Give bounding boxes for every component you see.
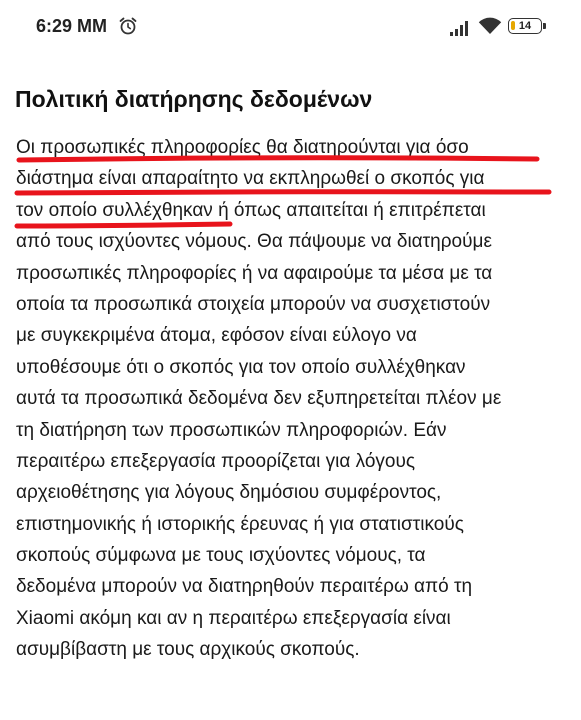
paragraph-line: τη διατήρηση των προσωπικών πληροφοριών. Εάν bbox=[16, 419, 447, 441]
paragraph-line: αυτά τα προσωπικά δεδομένα δεν εξυπηρετείται πλέον με bbox=[16, 388, 502, 410]
status-bar bbox=[0, 0, 581, 58]
paragraph-line: διάστημα είναι απαραίτητο να εκπληρωθεί ο σκοπός για bbox=[16, 168, 485, 190]
status-time: 6:29 MM bbox=[36, 16, 108, 36]
signal-icon bbox=[449, 20, 471, 36]
paragraph-line: ασυμβίβαστη με τους αρχικούς σκοπούς. bbox=[16, 639, 360, 661]
battery-level: 14 bbox=[518, 20, 532, 32]
paragraph-line: αρχειοθέτησης για λόγους δημόσιου συμφέροντος, bbox=[16, 482, 442, 504]
alarm-icon bbox=[118, 16, 138, 36]
battery-icon bbox=[508, 18, 548, 36]
paragraph-line: δεδομένα μπορούν να διατηρηθούν περαιτέρω από τη bbox=[16, 576, 473, 598]
battery-tip bbox=[543, 23, 546, 29]
page-title: Πολιτική διατήρησης δεδομένων bbox=[15, 86, 373, 112]
paragraph-line: υποθέσουμε ότι ο σκοπός για τον οποίο συλλέχθηκαν bbox=[16, 356, 466, 378]
paragraph-line: οποία τα προσωπικά στοιχεία μπορούν να συσχετιστούν bbox=[16, 293, 491, 315]
paragraph-line: προσωπικές πληροφορίες ή να αφαιρούμε τα μέσα με τα bbox=[16, 262, 493, 284]
paragraph-line: περαιτέρω επεξεργασία προορίζεται για λόγους bbox=[16, 450, 416, 472]
paragraph-line: Xiaomi ακόμη και αν η περαιτέρω επεξεργασία είναι bbox=[16, 607, 451, 629]
paragraph-line: τον οποίο συλλέχθηκαν ή όπως απαιτείται ή επιτρέπεται bbox=[16, 199, 486, 221]
wifi-icon bbox=[478, 17, 502, 35]
paragraph-line: Οι προσωπικές πληροφορίες θα διατηρούνται για όσο bbox=[16, 137, 469, 158]
policy-paragraph bbox=[16, 132, 576, 666]
paragraph-line: με συγκεκριμένα άτομα, εφόσον είναι εύλογο να bbox=[16, 325, 417, 347]
paragraph-line: από τους ισχύοντες νόμους. Θα πάψουμε να διατηρούμε bbox=[16, 231, 492, 253]
paragraph-line: επιστημονικής ή ιστορικής έρευνας ή για στατιστικούς bbox=[16, 513, 464, 535]
paragraph-line: σκοπούς σύμφωνα με τους ισχύοντες νόμους, τα bbox=[16, 545, 426, 567]
